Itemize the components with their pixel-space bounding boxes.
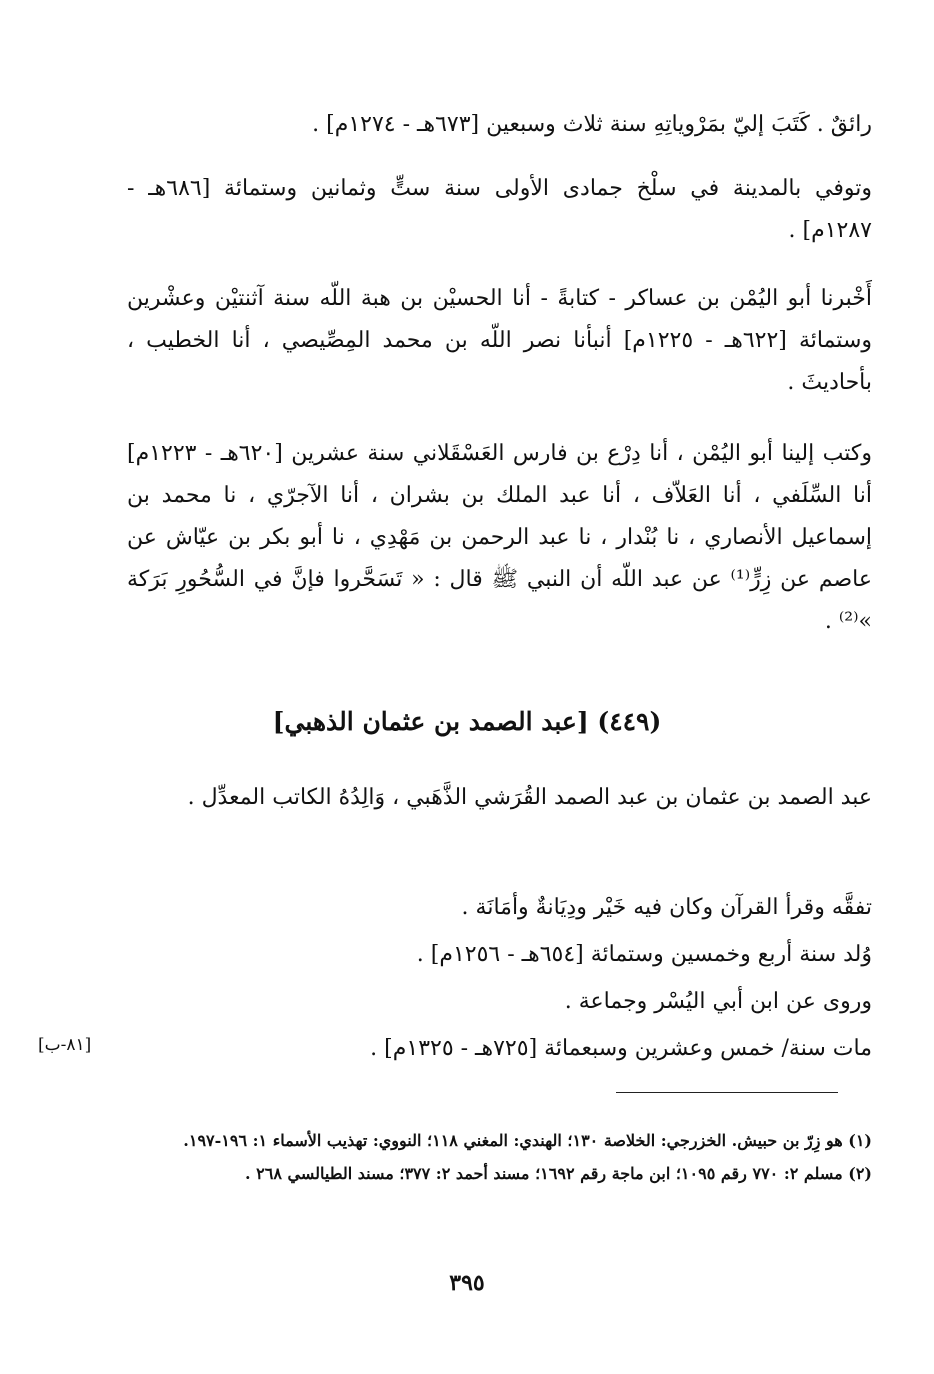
paragraph-2: وتوفي بالمدينة في سلْخ جمادى الأولى سنة ستٍّ وثمانين وستمائة [٦٨٦هـ - ١٢٨٧م] . — [127, 176, 872, 243]
footnote-divider — [616, 1092, 838, 1093]
footnote-1: (١) هو زِرّ بن حبيش. الخزرجي: الخلاصة ١٣٠؛ الهندي: المغني ١١٨؛ النووي: تهذيب الأسماء ١: ١٩٦-١٩٧. — [183, 1131, 872, 1150]
entry-line: وروى عن ابن أبي اليُسْر وجماعة . — [564, 989, 872, 1014]
footnote-2: (٢) مسلم ٢: ٧٧٠ رقم ١٠٩٥؛ ابن ماجة رقم ١٦٩٢؛ مسند أحمد ٢: ٣٧٧؛ مسند الطيالسي ٢٦٨ . — [245, 1164, 872, 1183]
entry-line: تفقَّه وقرأ القرآن وكان فيه خَيْر ودِيَانةٌ وأمَانَة . — [461, 895, 872, 920]
entry-line: مات سنة/ خمس وعشرين وسبعمائة [٧٢٥هـ - ١٣٢٥م] . — [370, 1036, 872, 1061]
paragraph-1: رائقٌ . كَتَبَ إليّ بمَرْوياتِهِ سنة ثلاث وسبعين [٦٧٣هـ - ١٢٧٤م] . — [312, 112, 872, 137]
page-number: ٣٩٥ — [449, 1270, 485, 1296]
entry-line: وُلد سنة أربع وخمسين وستمائة [٦٥٤هـ - ١٢٥٦م] . — [416, 942, 872, 967]
manuscript-folio-note: [٨١-ب] — [38, 1035, 92, 1055]
footnotes — [127, 1124, 872, 1190]
entry-heading: (٤٤٩) [عبد الصمد بن عثمان الذهبي] — [272, 707, 662, 736]
paragraph-3: أَخْبرنا أبو اليُمْن بن عساكر - كتابةً - أنا الحسيْن بن هبة اللّه سنة آثنتيْن وعشْرين وستمائة [٦٢٢هـ - ١٢٢٥م] أنبأنا نصر اللّه بن محمد المِصِّيصي ، أنا الخطيب ، بأحاديثَ . — [127, 286, 872, 395]
entry-lines — [272, 884, 872, 1072]
paragraph-4: وكتب إلينا أبو اليُمْن ، أنا دِرْع بن فارس العَسْقَلاني سنة عشرين [٦٢٠هـ - ١٢٢٣م] أنا السِّلَفي ، أنا العَلاّف ، أنا عبد الملك بن بشران ، أنا الآجرّي ، نا محمد بن إسماعيل الأنصاري ، نا بُنْدار ، نا عبد الرحمن بن مَهْدِي ، نا أبو بكر بن عيّاش عن عاصم عن زِرٍّ⁽¹⁾ عن عبد اللّه أن النبي ﷺ قال : « تَسَحَّروا فإنَّ في السُّحُورِ بَرَكة »⁽²⁾ . — [127, 441, 872, 634]
entry-intro: عبد الصمد بن عثمان بن عبد الصمد القُرَشي الذَّهَبي ، وَالِدُهُ الكاتب المعدِّل . — [187, 785, 872, 810]
